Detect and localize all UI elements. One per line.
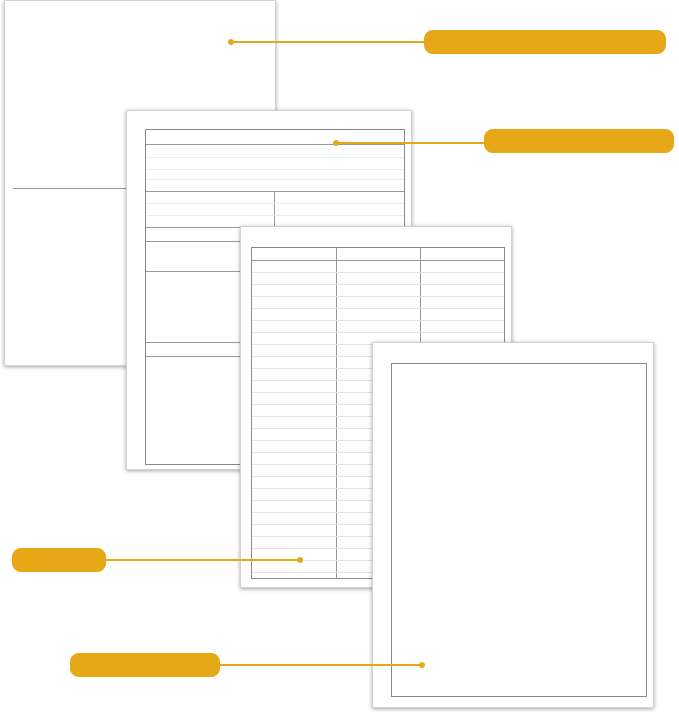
rule bbox=[146, 179, 404, 180]
yearly-overview-callout bbox=[424, 30, 666, 54]
callout-leader bbox=[104, 559, 300, 561]
callout-leader bbox=[336, 142, 486, 144]
important-dates-grid bbox=[391, 363, 647, 697]
rule bbox=[146, 144, 404, 145]
rule bbox=[146, 191, 404, 192]
important-dates-callout bbox=[70, 653, 220, 677]
personal-information-callout bbox=[484, 129, 674, 153]
contacts-callout bbox=[12, 548, 106, 572]
callout-leader bbox=[218, 664, 422, 666]
rule bbox=[146, 169, 404, 170]
rule bbox=[146, 215, 404, 216]
callout-pointer bbox=[419, 662, 425, 668]
rule bbox=[274, 191, 275, 227]
callout-leader bbox=[231, 41, 427, 43]
rule bbox=[146, 157, 404, 158]
rule bbox=[146, 203, 404, 204]
important-dates-page bbox=[372, 342, 654, 708]
callout-pointer bbox=[297, 557, 303, 563]
